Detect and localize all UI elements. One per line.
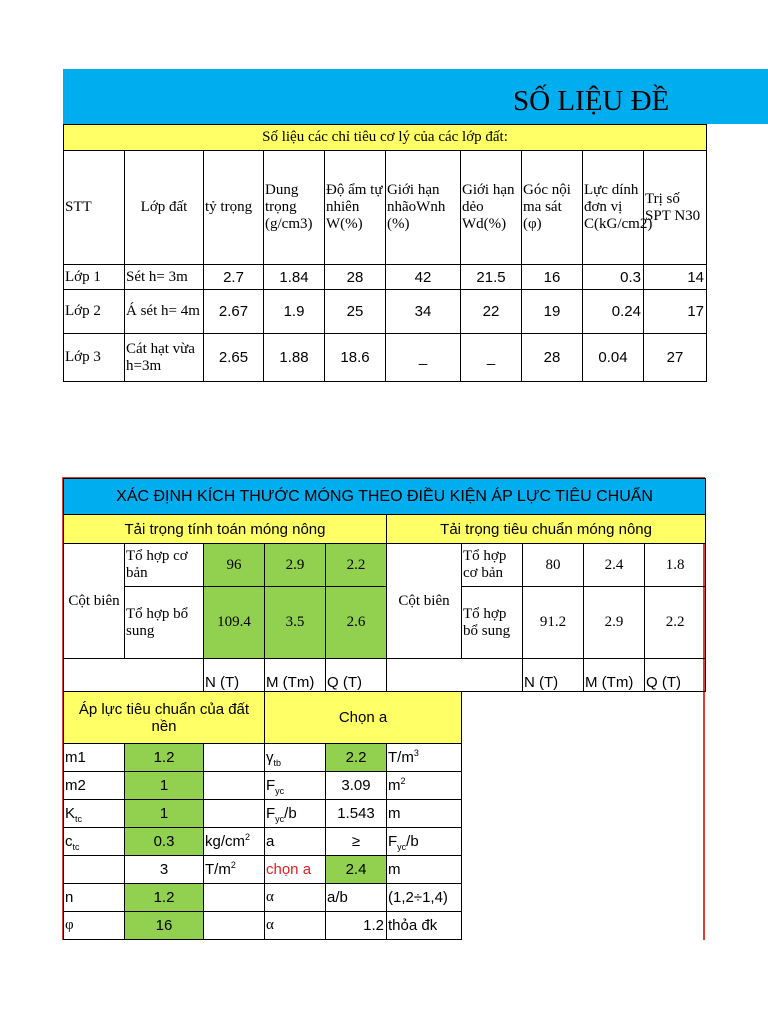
cell: Lớp 3 bbox=[64, 334, 125, 382]
left-extra-q: 2.6 bbox=[326, 587, 387, 659]
cell: Á sét h= 4m bbox=[125, 290, 204, 334]
m2-label: m2 bbox=[64, 772, 125, 800]
ctc-label: $c_{tc}$ bbox=[64, 828, 125, 856]
alpha-ok: thỏa đk bbox=[387, 912, 462, 940]
cell: 21.5 bbox=[461, 265, 522, 290]
ktc-label: $K_{tc}$ bbox=[64, 800, 125, 828]
combo-basic-label: Tổ hợp cơ bản bbox=[125, 544, 204, 587]
page-title: SỐ LIỆU ĐỀ bbox=[513, 85, 670, 117]
geq-sign: ≥ bbox=[326, 828, 387, 856]
cell: Cát hạt vừa h=3m bbox=[125, 334, 204, 382]
cell: 17 bbox=[644, 290, 707, 334]
cell: 14 bbox=[644, 265, 707, 290]
fyc-value: 3.09 bbox=[326, 772, 387, 800]
ktc-value: 1 bbox=[125, 800, 204, 828]
m1-label: m1 bbox=[64, 744, 125, 772]
blank bbox=[462, 659, 523, 692]
chon-a-unit: m bbox=[387, 856, 462, 884]
right-extra-n: 91.2 bbox=[523, 587, 584, 659]
cell: 1.88 bbox=[264, 334, 325, 382]
blank bbox=[64, 856, 125, 884]
ab-label: a/b bbox=[326, 884, 387, 912]
fycb-unit: m bbox=[387, 800, 462, 828]
header-liquid-limit: Giới hạn nhãoWnh (%) bbox=[386, 151, 461, 265]
blank bbox=[462, 912, 706, 940]
unit-n-right: N (T) bbox=[523, 659, 584, 692]
header-layer: Lớp đất bbox=[125, 151, 204, 265]
cell: 0.3 bbox=[583, 265, 644, 290]
m2-value: 1 bbox=[125, 772, 204, 800]
blank bbox=[462, 772, 706, 800]
header-unit-weight: Dung trọng (g/cm3) bbox=[264, 151, 325, 265]
ctc2-unit: $T/m^2$ bbox=[204, 856, 265, 884]
cell: 1.84 bbox=[264, 265, 325, 290]
right-extra-m: 2.9 bbox=[584, 587, 645, 659]
cell: 22 bbox=[461, 290, 522, 334]
cell: 16 bbox=[522, 265, 583, 290]
gamma-unit: $T/m^3$ bbox=[387, 744, 462, 772]
phi-label: φ bbox=[64, 912, 125, 940]
left-extra-m: 3.5 bbox=[265, 587, 326, 659]
unit-q-right: Q (T) bbox=[645, 659, 706, 692]
left-load-header: Tải trọng tính toán móng nông bbox=[64, 515, 387, 544]
cell: Lớp 2 bbox=[64, 290, 125, 334]
cell: Lớp 1 bbox=[64, 265, 125, 290]
cell: 19 bbox=[522, 290, 583, 334]
foundation-sizing-table bbox=[63, 478, 706, 940]
cell: 42 bbox=[386, 265, 461, 290]
blank bbox=[462, 884, 706, 912]
m1-value: 1.2 bbox=[125, 744, 204, 772]
left-basic-n: 96 bbox=[204, 544, 265, 587]
phi-value: 16 bbox=[125, 912, 204, 940]
ctc-unit: $kg/cm^2$ bbox=[204, 828, 265, 856]
cell: 2.67 bbox=[204, 290, 264, 334]
alpha-label: α bbox=[265, 884, 326, 912]
a-label: a bbox=[265, 828, 326, 856]
chon-a-value: 2.4 bbox=[326, 856, 387, 884]
header-cohesion: Lực dính đơn vị C(kG/cm2) bbox=[583, 151, 644, 265]
combo-extra-label-right: Tổ hợp bổ sung bbox=[462, 587, 523, 659]
soil-table-subtitle: Số liệu các chỉ tiêu cơ lý của các lớp đất: bbox=[64, 125, 707, 151]
blank bbox=[204, 800, 265, 828]
foundation-title: XÁC ĐỊNH KÍCH THƯỚC MÓNG THEO ĐIỀU KIỆN ÁP LỰC TIÊU CHUẨN bbox=[64, 479, 706, 515]
unit-m-right: M (Tm) bbox=[584, 659, 645, 692]
cell: 27 bbox=[644, 334, 707, 382]
unit-n: N (T) bbox=[204, 659, 265, 692]
soil-properties-table bbox=[63, 124, 707, 382]
table-row bbox=[64, 334, 707, 382]
cell: 28 bbox=[325, 265, 386, 290]
table-row bbox=[64, 265, 707, 290]
fycb-value: 1.543 bbox=[326, 800, 387, 828]
gamma-label: $\gamma_{tb}$ bbox=[265, 744, 326, 772]
cell: 18.6 bbox=[325, 334, 386, 382]
blank bbox=[462, 800, 706, 828]
blank bbox=[204, 884, 265, 912]
choose-a-header: Chọn a bbox=[265, 692, 462, 744]
ctc-value: 0.3 bbox=[125, 828, 204, 856]
alpha-value: 1.2 bbox=[326, 912, 387, 940]
right-basic-m: 2.4 bbox=[584, 544, 645, 587]
blank bbox=[204, 744, 265, 772]
cell: 34 bbox=[386, 290, 461, 334]
column-label-right: Cột biên bbox=[387, 544, 462, 659]
unit-m: M (Tm) bbox=[265, 659, 326, 692]
cell: 25 bbox=[325, 290, 386, 334]
fycb-label: $F_{yc}/b$ bbox=[265, 800, 326, 828]
left-basic-q: 2.2 bbox=[326, 544, 387, 587]
header-specific-gravity: tỷ trọng bbox=[204, 151, 264, 265]
header-moisture: Độ ẩm tự nhiên W(%) bbox=[325, 151, 386, 265]
right-load-header: Tải trọng tiêu chuẩn móng nông bbox=[387, 515, 706, 544]
header-plastic-limit: Giới hạn dẻo Wd(%) bbox=[461, 151, 522, 265]
gamma-value: 2.2 bbox=[326, 744, 387, 772]
blank bbox=[462, 692, 706, 744]
cell: 2.65 bbox=[204, 334, 264, 382]
blank bbox=[462, 744, 706, 772]
cell: 1.9 bbox=[264, 290, 325, 334]
left-basic-m: 2.9 bbox=[265, 544, 326, 587]
right-basic-n: 80 bbox=[523, 544, 584, 587]
n-value: 1.2 bbox=[125, 884, 204, 912]
n-label: n bbox=[64, 884, 125, 912]
blank bbox=[204, 912, 265, 940]
ctc2-value: 3 bbox=[125, 856, 204, 884]
cell: 2.7 bbox=[204, 265, 264, 290]
header-spt: Trị số SPT N30 bbox=[644, 151, 707, 265]
cell: 0.04 bbox=[583, 334, 644, 382]
fyc-label: $F_{yc}$ bbox=[265, 772, 326, 800]
cell: 0.24 bbox=[583, 290, 644, 334]
blank bbox=[462, 856, 706, 884]
combo-basic-label-right: Tổ hợp cơ bản bbox=[462, 544, 523, 587]
cell: 28 bbox=[522, 334, 583, 382]
combo-extra-label: Tổ hợp bổ sung bbox=[125, 587, 204, 659]
cell: Sét h= 3m bbox=[125, 265, 204, 290]
cell: _ bbox=[386, 334, 461, 382]
alpha2-label: α bbox=[265, 912, 326, 940]
header-friction-angle: Góc nội ma sát (φ) bbox=[522, 151, 583, 265]
table-row bbox=[64, 290, 707, 334]
column-label-left: Cột biên bbox=[64, 544, 125, 659]
right-extra-q: 2.2 bbox=[645, 587, 706, 659]
blank bbox=[462, 828, 706, 856]
blank bbox=[387, 659, 462, 692]
blank bbox=[125, 659, 204, 692]
alpha-range: (1,2÷1,4) bbox=[387, 884, 462, 912]
header-stt: STT bbox=[64, 151, 125, 265]
blank bbox=[64, 659, 125, 692]
right-basic-q: 1.8 bbox=[645, 544, 706, 587]
blank bbox=[204, 772, 265, 800]
cell: _ bbox=[461, 334, 522, 382]
fyc-unit: $m^2$ bbox=[387, 772, 462, 800]
unit-q: Q (T) bbox=[326, 659, 387, 692]
pressure-header: Áp lực tiêu chuẩn của đất nền bbox=[64, 692, 265, 744]
a-rhs: $F_{yc}/b$ bbox=[387, 828, 462, 856]
left-extra-n: 109.4 bbox=[204, 587, 265, 659]
chon-a-label: chọn a bbox=[265, 856, 326, 884]
